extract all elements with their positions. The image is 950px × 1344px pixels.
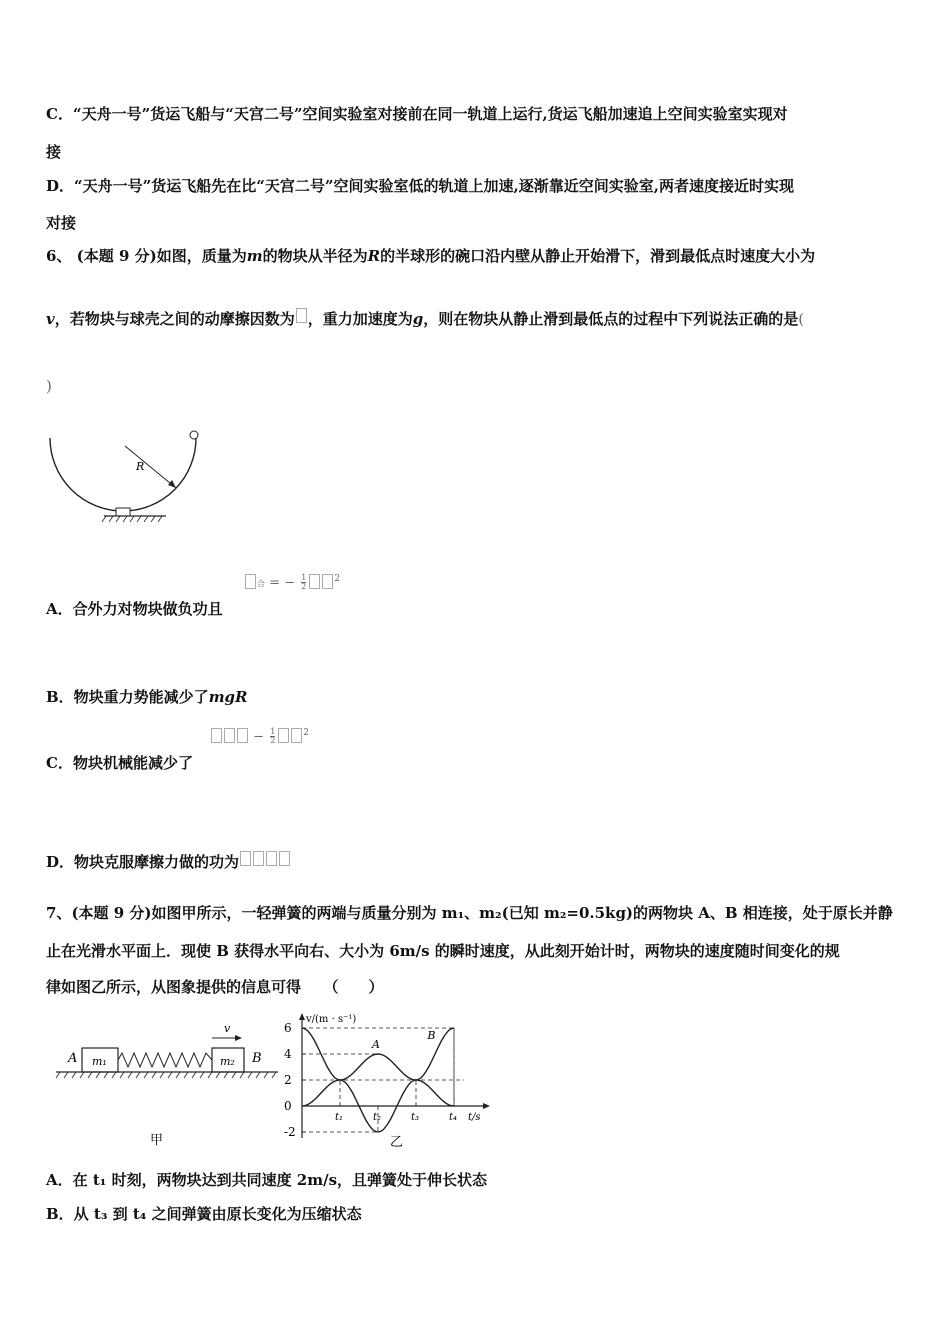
q6-stem-line2	[46, 308, 804, 329]
q7-option-b: B．从 t₃ 到 t₄ 之间弹簧由原长变化为压缩状态	[46, 1205, 362, 1223]
paren-open: (	[798, 310, 805, 328]
x-tick-label: t₄	[449, 1112, 458, 1123]
x-axis-arrow-icon	[483, 1103, 490, 1109]
x-axis-label: t/s	[468, 1112, 481, 1123]
q7-option-a: A．在 t₁ 时刻，两物块达到共同速度 2m/s，且弹簧处于伸长状态	[46, 1171, 488, 1189]
y-axis-label: v/(m · s⁻¹)	[306, 1014, 357, 1025]
fraction-denominator: 2	[301, 582, 307, 592]
floor-hatch	[56, 1072, 276, 1078]
formula-text: −	[253, 729, 265, 745]
bowl-figure	[46, 428, 206, 536]
q6-option-a: A．合外力对物块做负功且	[46, 600, 223, 618]
y-tick-label: 0	[284, 1099, 292, 1113]
fraction-denominator: 2	[270, 736, 276, 746]
formula-placeholder-icon	[240, 851, 251, 866]
q7-text: 如图甲所示，一轻弹簧的两端与质量分别为 m₁、m₂(已知 m₂=0.5kg)的两物块 A、B 相连接，处于原长并静	[151, 904, 893, 922]
q6-text: 的物块从半径为	[262, 247, 368, 265]
q7-stem-line1	[46, 902, 893, 923]
q6-option-d	[46, 851, 291, 872]
formula-placeholder-icon	[322, 574, 333, 589]
q6-option-d-text: D．物块克服摩擦力做的功为	[46, 853, 240, 871]
formula-placeholder-icon	[291, 728, 302, 743]
q6-text: ，若物块与球壳之间的动摩擦因数为	[54, 310, 295, 328]
x-tick-label: t₃	[411, 1112, 420, 1123]
q7-score: (本题 9 分)	[71, 904, 152, 922]
q7-stem-line2: 止在光滑水平面上．现使 B 获得水平向右、大小为 6m/s 的瞬时速度，从此刻开始计时，两物块的速度随时间变化的规	[46, 942, 840, 960]
formula-placeholder-icon	[309, 574, 320, 589]
x-tick-label: t₁	[335, 1112, 344, 1123]
label-v: v	[224, 1022, 231, 1035]
q6-var-r: R	[367, 247, 381, 265]
q5-option-d-line1: D．“天舟一号”货运飞船先在比“天宫二号”空间实验室低的轨道上加速,逐渐靠近空间实验室,两者速度接近时实现	[46, 177, 794, 195]
arrow-right-icon	[235, 1035, 242, 1041]
formula-placeholder-icon	[253, 851, 264, 866]
paren-close: )	[46, 377, 52, 395]
formula-placeholder-icon	[279, 851, 290, 866]
y-tick-label: 6	[284, 1021, 292, 1035]
q6-option-a-formula: 合 = − $\frac{1}{2}$ $^2$	[244, 574, 340, 591]
caption-jia: 甲	[150, 1133, 164, 1148]
q6-text: 的半球形的碗口沿内壁从静止开始滑下，滑到最低点时速度大小为	[380, 247, 816, 265]
bowl-stand	[116, 508, 130, 516]
fraction-numerator: 1	[270, 727, 276, 737]
spring	[118, 1053, 212, 1067]
q6-option-c: C．物块机械能减少了	[46, 754, 193, 772]
mu-placeholder-icon	[296, 308, 307, 323]
q6-option-b-value: mgR	[208, 688, 248, 706]
radius-label: R	[136, 460, 145, 473]
ground-hatch	[102, 516, 162, 522]
q6-text: ，则在物块从静止滑到最低点的过程中下列说法正确的是	[423, 310, 799, 328]
y-tick-label: -2	[284, 1125, 296, 1139]
q5-option-d-line2: 对接	[46, 214, 77, 232]
label-m2: m₂	[220, 1055, 235, 1068]
exponent: 2	[334, 574, 341, 584]
formula-placeholder-icon	[245, 574, 256, 589]
formula-placeholder-icon	[211, 728, 222, 743]
velocity-time-chart	[278, 1010, 508, 1152]
fraction-numerator: 1	[301, 573, 307, 583]
formula-placeholder-icon	[278, 728, 289, 743]
y-tick-label: 2	[284, 1073, 292, 1087]
q6-var-m: m	[246, 247, 263, 265]
q5-option-c-line1: C．“天舟一号”货运飞船与“天宫二号”空间实验室对接前在同一轨道上运行,货运飞船加速追上空间实验室实现对	[46, 105, 788, 123]
formula-placeholder-icon	[266, 851, 277, 866]
q6-option-b-text: B．物块重力势能减少了	[46, 688, 209, 706]
formula-placeholder-icon	[224, 728, 235, 743]
q7-number: 7、	[46, 904, 72, 922]
q6-text: 如图，质量为	[156, 247, 247, 265]
q6-text: ，重力加速度为	[307, 310, 413, 328]
x-tick-label: t₂	[373, 1112, 382, 1123]
fraction	[270, 728, 275, 745]
q6-var-v: v	[46, 310, 55, 328]
series-a-label: A	[372, 1038, 380, 1051]
q6-number: 6、	[46, 247, 72, 265]
label-a: A	[68, 1051, 78, 1066]
q6-stem-line1	[46, 245, 815, 266]
label-m1: m₁	[92, 1055, 107, 1068]
label-b: B	[252, 1051, 262, 1066]
formula-placeholder-icon	[237, 728, 248, 743]
q6-option-c-formula	[210, 728, 309, 745]
q5-option-c-line2: 接	[46, 143, 62, 161]
q6-option-b	[46, 686, 248, 707]
radius-line	[125, 446, 176, 488]
bowl-arc	[50, 438, 196, 511]
spring-figure	[52, 1020, 284, 1150]
exponent: 2	[303, 728, 310, 738]
radius-arrow-icon	[168, 480, 176, 488]
block-icon	[190, 431, 198, 439]
y-axis-arrow-icon	[299, 1013, 305, 1020]
caption-yi: 乙	[390, 1135, 404, 1150]
formula-text: = −	[269, 575, 296, 591]
q7-stem-line3: 律如图乙所示，从图象提供的信息可得 （ ）	[46, 978, 384, 996]
y-tick-label: 4	[284, 1047, 292, 1061]
fraction	[301, 574, 306, 591]
series-b-label: B	[427, 1029, 436, 1042]
q6-var-g: g	[412, 310, 424, 328]
q6-score: (本题 9 分)	[76, 247, 157, 265]
